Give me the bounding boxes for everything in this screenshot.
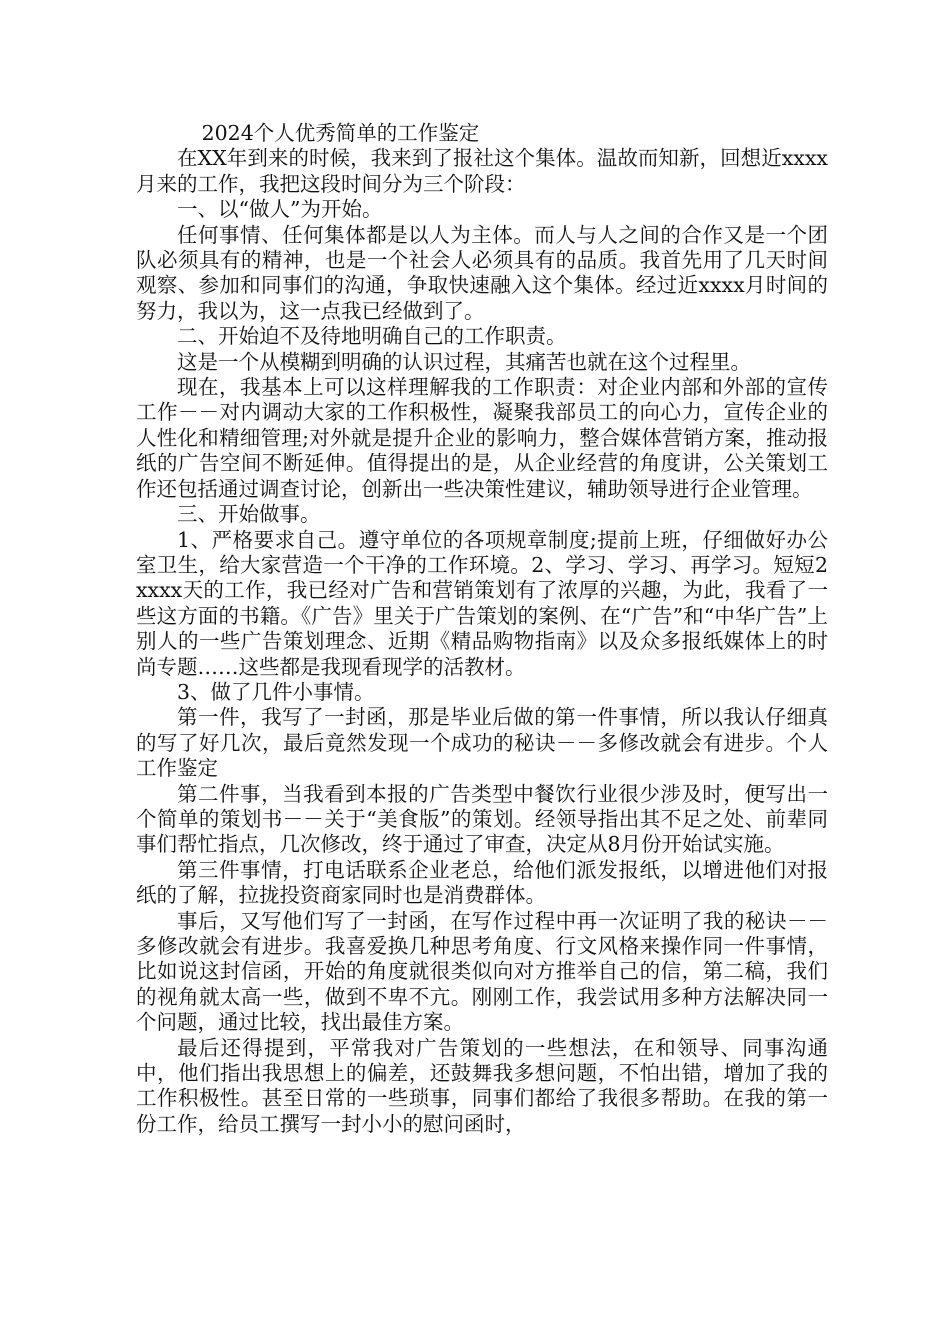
body-paragraph: 第二件事，当我看到本报的广告类型中餐饮行业很少涉及时，便写出一个简单的策划书－－关于“美食版”的策划。经领导指出其不足之处、前辈同事们帮忙指点，几次修改，终于通过了审查，决定从8月份开始试实施。 bbox=[136, 781, 828, 857]
body-paragraph: 第一件，我写了一封函，那是毕业后做的第一件事情，所以我认仔细真的写了好几次，最后竟然发现一个成功的秘诀－－多修改就会有进步。个人工作鉴定 bbox=[136, 705, 828, 781]
intro-paragraph: 在XX年到来的时候，我来到了报社这个集体。温故而知新，回想近xxxx月来的工作，我把这段时间分为三个阶段： bbox=[136, 146, 828, 196]
body-paragraph: 最后还得提到，平常我对广告策划的一些想法，在和领导、同事沟通中，他们指出我思想上的偏差，还鼓舞我多想问题，不怕出错，增加了我的工作积极性。甚至日常的一些琐事，同事们都给了我很多帮助。在我的第一份工作，给员工撰写一封小小的慰问函时， bbox=[136, 1035, 828, 1136]
document-title: 2024个人优秀简单的工作鉴定 bbox=[201, 121, 480, 145]
body-paragraph: 事后，又写他们写了一封函，在写作过程中再一次证明了我的秘诀－－多修改就会有进步。我喜爱换几种思考角度、行文风格来操作同一件事情，比如说这封信函，开始的角度就很类似向对方推举自己的信，第二稿，我们的视角就太高一些，做到不卑不亢。刚刚工作，我尝试用多种方法解决同一个问题，通过比较，找出最佳方案。 bbox=[136, 908, 828, 1035]
body-paragraph: 现在，我基本上可以这样理解我的工作职责：对企业内部和外部的宣传工作－－对内调动大家的工作积极性，凝聚我部员工的向心力，宣传企业的人性化和精细管理;对外就是提升企业的影响力，整合媒体营销方案，推动报纸的广告空间不断延伸。值得提出的是，从企业经营的角度讲，公关策划工作还包括通过调查讨论，创新出一些决策性建议，辅助领导进行企业管理。 bbox=[136, 375, 828, 501]
section-heading-3: 三、开始做事。 bbox=[177, 502, 321, 527]
sub-heading: 3、做了几件小事情。 bbox=[177, 679, 375, 704]
body-paragraph: 这是一个从模糊到明确的认识过程，其痛苦也就在这个过程里。 bbox=[177, 349, 751, 374]
body-paragraph: 任何事情、任何集体都是以人为主体。而人与人之间的合作又是一个团队必须具有的精神，也是一个社会人必须具有的品质。我首先用了几天时间观察、参加和同事们的沟通，争取快速融入这个集体。经过近xxxx月时间的努力，我以为，这一点我已经做到了。 bbox=[136, 222, 828, 323]
body-paragraph: 1、严格要求自己。遵守单位的各项规章制度;提前上班，仔细做好办公室卫生，给大家营造一个干净的工作环境。2、学习、学习、再学习。短短2xxxx天的工作，我已经对广告和营销策划有了浓厚的兴趣，为此，我看了一些这方面的书籍。《广告》里关于广告策划的案例、在“广告”和“中华广告”上别人的一些广告策划理念、近期《精品购物指南》以及众多报纸媒体上的时尚专题……这些都是我现看现学的活教材。 bbox=[136, 527, 828, 679]
section-heading-2: 二、开始迫不及待地明确自己的工作职责。 bbox=[177, 324, 567, 349]
body-paragraph: 第三件事情，打电话联系企业老总，给他们派发报纸，以增进他们对报纸的了解，拉拢投资商家同时也是消费群体。 bbox=[136, 857, 828, 908]
section-heading-1: 一、以“做人”为开始。 bbox=[177, 197, 383, 222]
document-body bbox=[136, 121, 828, 1137]
